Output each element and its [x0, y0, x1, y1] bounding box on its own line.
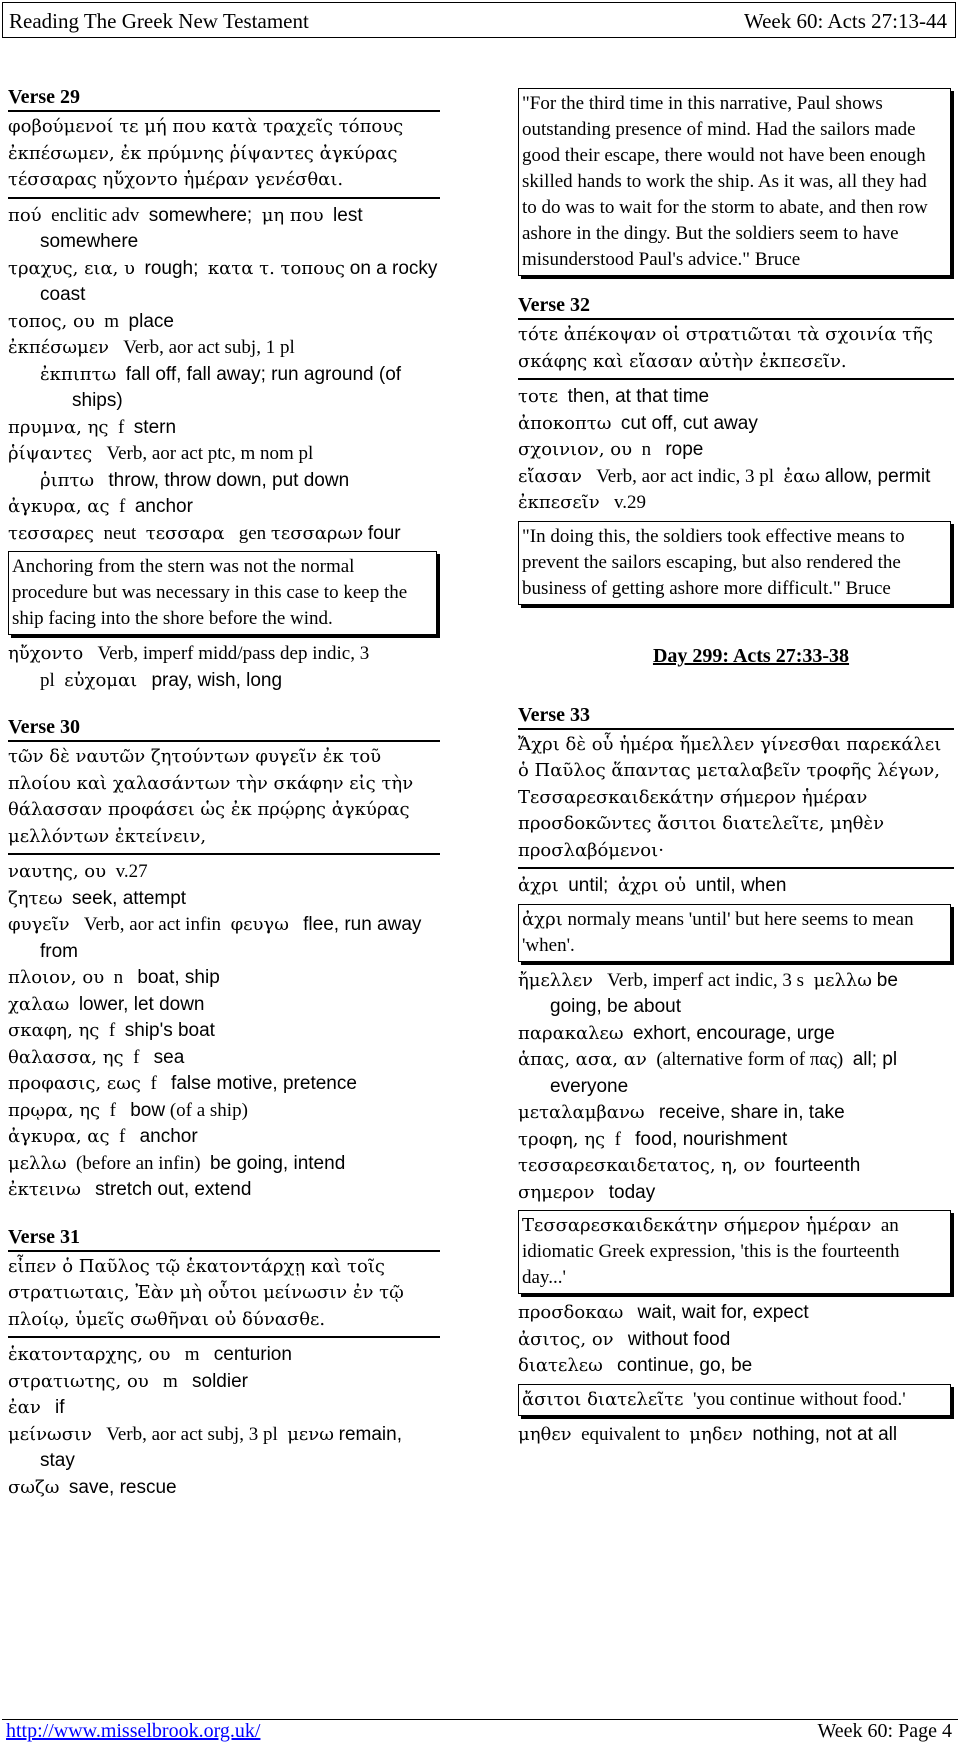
verse-heading: Verse 33	[518, 704, 954, 730]
vocab-entry: ἀχρι until; ἀχρι οὑ until, when	[518, 875, 787, 896]
vocab-entry: ἤμελλεν Verb, imperf act indic, 3 s μελλω be going, be about	[518, 969, 898, 1017]
vocab-entry: ῥίψαντες Verb, aor act ptc, m nom pl	[8, 443, 314, 464]
vocab-entry: ναυτης, ου v.27	[8, 861, 148, 882]
vocab-entry: φυγεῖν Verb, aor act infin φευγω flee, run away from	[8, 914, 422, 962]
vocab-entry: σχοινιον, ου n rope	[518, 439, 704, 460]
vocab-entry: θαλασσα, ης f sea	[8, 1046, 185, 1068]
vocab-entry: τεσσαρεσκαιδετατος, η, ον fourteenth	[518, 1155, 861, 1176]
vocab-entry: παρακαλεω exhort, encourage, urge	[518, 1022, 835, 1044]
vocab-entry: σωζω save, rescue	[8, 1476, 177, 1498]
commentary-note: ἀχρι normaly means 'until' but here seems to mean 'when'.	[518, 904, 951, 962]
vocab-entry: ἐκτεινω stretch out, extend	[8, 1179, 252, 1200]
greek-text: τῶν δὲ ναυτῶν ζητούντων φυγεῖν ἐκ τοῦ πλοίου καὶ χαλασάντων τὴν σκάφην εἰς τὴν θάλασσαν προφάσει ὡς ἐκ πρῴρης ἀγκύρας μελλόντων ἐκτείνειν,	[8, 744, 440, 855]
website-link[interactable]: http://www.misselbrook.org.uk/	[6, 1720, 261, 1742]
vocab-entry: σκαφη, ης f ship's boat	[8, 1020, 215, 1041]
vocab-entry: προσδοκαω wait, wait for, expect	[518, 1302, 809, 1323]
vocab-entry: τοπος, ου m place	[8, 310, 174, 332]
verse-heading: Verse 32	[518, 294, 954, 320]
vocab-entry: ἀποκοπτω cut off, cut away	[518, 412, 758, 434]
vocab-entry: μείνωσιν Verb, aor act subj, 3 pl μενω remain, stay	[8, 1423, 402, 1471]
verse-heading: Verse 30	[8, 716, 440, 742]
day-heading: Day 299: Acts 27:33-38	[652, 644, 850, 667]
right-column	[518, 86, 954, 1448]
vocab-entry: ηὔχοντο Verb, imperf midd/pass dep indic, 3 pl εὐχομαι pray, wish, long	[8, 643, 370, 691]
vocab-entry: τοτε then, at that time	[518, 386, 710, 407]
vocab-entry: χαλαω lower, let down	[8, 993, 205, 1015]
page-header	[2, 2, 956, 38]
vocab-entry: μελλω (before an infin) be going, intend	[8, 1152, 346, 1174]
commentary-note: Τεσσαρεσκαιδεκάτην σήμερον ἡμέραν an idiomatic Greek expression, 'this is the fourteenth day...'	[518, 1210, 951, 1294]
vocab-entry: εἴασαν Verb, aor act indic, 3 pl ἐαω allow, permit	[518, 465, 931, 487]
vocab-entry: μηθεν equivalent to μηδεν nothing, not at all	[518, 1423, 898, 1445]
vocab-entry: ἐαν if	[8, 1397, 65, 1418]
greek-text: Ἄχρι δὲ οὗ ἡμέρα ἤμελλεν γίνεσθαι παρεκάλει ὁ Παῦλος ἅπαντας μεταλαβεῖν τροφῆς λέγων, Τεσσαρεσκαιδεκάτην σήμερον ἡμέραν προσδοκῶντες ἄσιτοι διατελεῖτε, μηθὲν προσλαβόμενοι·	[518, 732, 954, 870]
vocab-entry: τροφη, ης f food, nourishment	[518, 1128, 788, 1150]
vocab-entry: ἑκατονταρχης, ου m centurion	[8, 1344, 292, 1365]
commentary-note: ἄσιτοι διατελεῖτε 'you continue without food.'	[518, 1384, 951, 1416]
week-label: Week 60: Acts 27:13-44	[743, 9, 947, 33]
vocab-entry: ῥιπτω throw, throw down, put down	[40, 469, 350, 491]
verse-heading: Verse 31	[8, 1226, 440, 1252]
vocab-entry: ζητεω seek, attempt	[8, 887, 187, 909]
vocab-entry: σημερον today	[518, 1181, 656, 1203]
vocab-entry: ἀγκυρα, ας f anchor	[8, 496, 193, 517]
commentary-quote: "In doing this, the soldiers took effective means to prevent the sailors escaping, but also rendered the business of getting ashore more difficult." Bruce	[518, 521, 951, 605]
vocab-entry: πρῳρα, ης f bow (of a ship)	[8, 1099, 248, 1121]
vocab-entry: πού enclitic adv somewhere; μη που lest somewhere	[8, 204, 363, 252]
vocab-entry: διατελεω continue, go, be	[518, 1355, 753, 1376]
page-number: Week 60: Page 4	[817, 1720, 952, 1742]
greek-text: φοβούμενοί τε μή που κατὰ τραχεῖς τόπους ἐκπέσωμεν, ἐκ πρύμνης ῥίψαντες ἀγκύρας τέσσαρας ηὔχοντο ἡμέραν γενέσθαι.	[8, 114, 440, 199]
vocab-entry: ἁπας, ασα, αν (alternative form of πας) all; pl everyone	[518, 1049, 898, 1097]
vocab-entry: ἐκπιπτω fall off, fall away; run aground (of ships)	[40, 363, 402, 411]
vocab-entry: μεταλαμβανω receive, share in, take	[518, 1102, 845, 1123]
commentary-quote: "For the third time in this narrative, Paul shows outstanding presence of mind. Had the sailors made good their escape, there would not have been enough skilled hands to work the ship. As it was, all they had to do was to wait for the storm to abate, and then row ashore in the dingy. But the soldiers seem to have misunderstood Paul's advice." Bruce	[518, 88, 951, 276]
vocab-entry: ἐκπέσωμεν Verb, aor act subj, 1 pl	[8, 337, 295, 358]
vocab-entry: τεσσαρες neut τεσσαρα gen τεσσαρων four	[8, 522, 401, 544]
vocab-entry: πρυμνα, ης f stern	[8, 416, 177, 438]
vocab-entry: πλοιον, ου n boat, ship	[8, 967, 220, 988]
document-title: Reading The Greek New Testament	[9, 9, 309, 33]
vocab-entry: στρατιωτης, ου m soldier	[8, 1370, 248, 1392]
vocab-entry: τραχυς, εια, υ rough; κατα τ. τοπους on a rocky coast	[8, 257, 438, 305]
vocab-entry: ἀσιτος, ον without food	[518, 1328, 731, 1350]
verse-heading: Verse 29	[8, 86, 440, 112]
greek-text: τότε ἀπέκοψαν οἱ στρατιῶται τὰ σχοινία τῆς σκάφης καὶ εἴασαν αὐτὴν ἐκπεσεῖν.	[518, 322, 954, 380]
vocab-entry: ἀγκυρα, ας f anchor	[8, 1126, 198, 1147]
vocab-entry: ἐκπεσεῖν v.29	[518, 492, 646, 513]
left-column	[8, 86, 440, 1501]
vocab-entry: προφασις, εως f false motive, pretence	[8, 1073, 357, 1094]
greek-text: εἶπεν ὁ Παῦλος τῷ ἑκατοντάρχῃ καὶ τοῖς στρατιωταις, Ἐὰν μὴ οὗτοι μείνωσιν ἐν τῷ πλοίῳ, ὑμεῖς σωθῆναι οὐ δύνασθε.	[8, 1254, 440, 1339]
commentary-note: Anchoring from the stern was not the normal procedure but was necessary in this case to keep the ship facing into the shore before the wind.	[8, 551, 437, 635]
